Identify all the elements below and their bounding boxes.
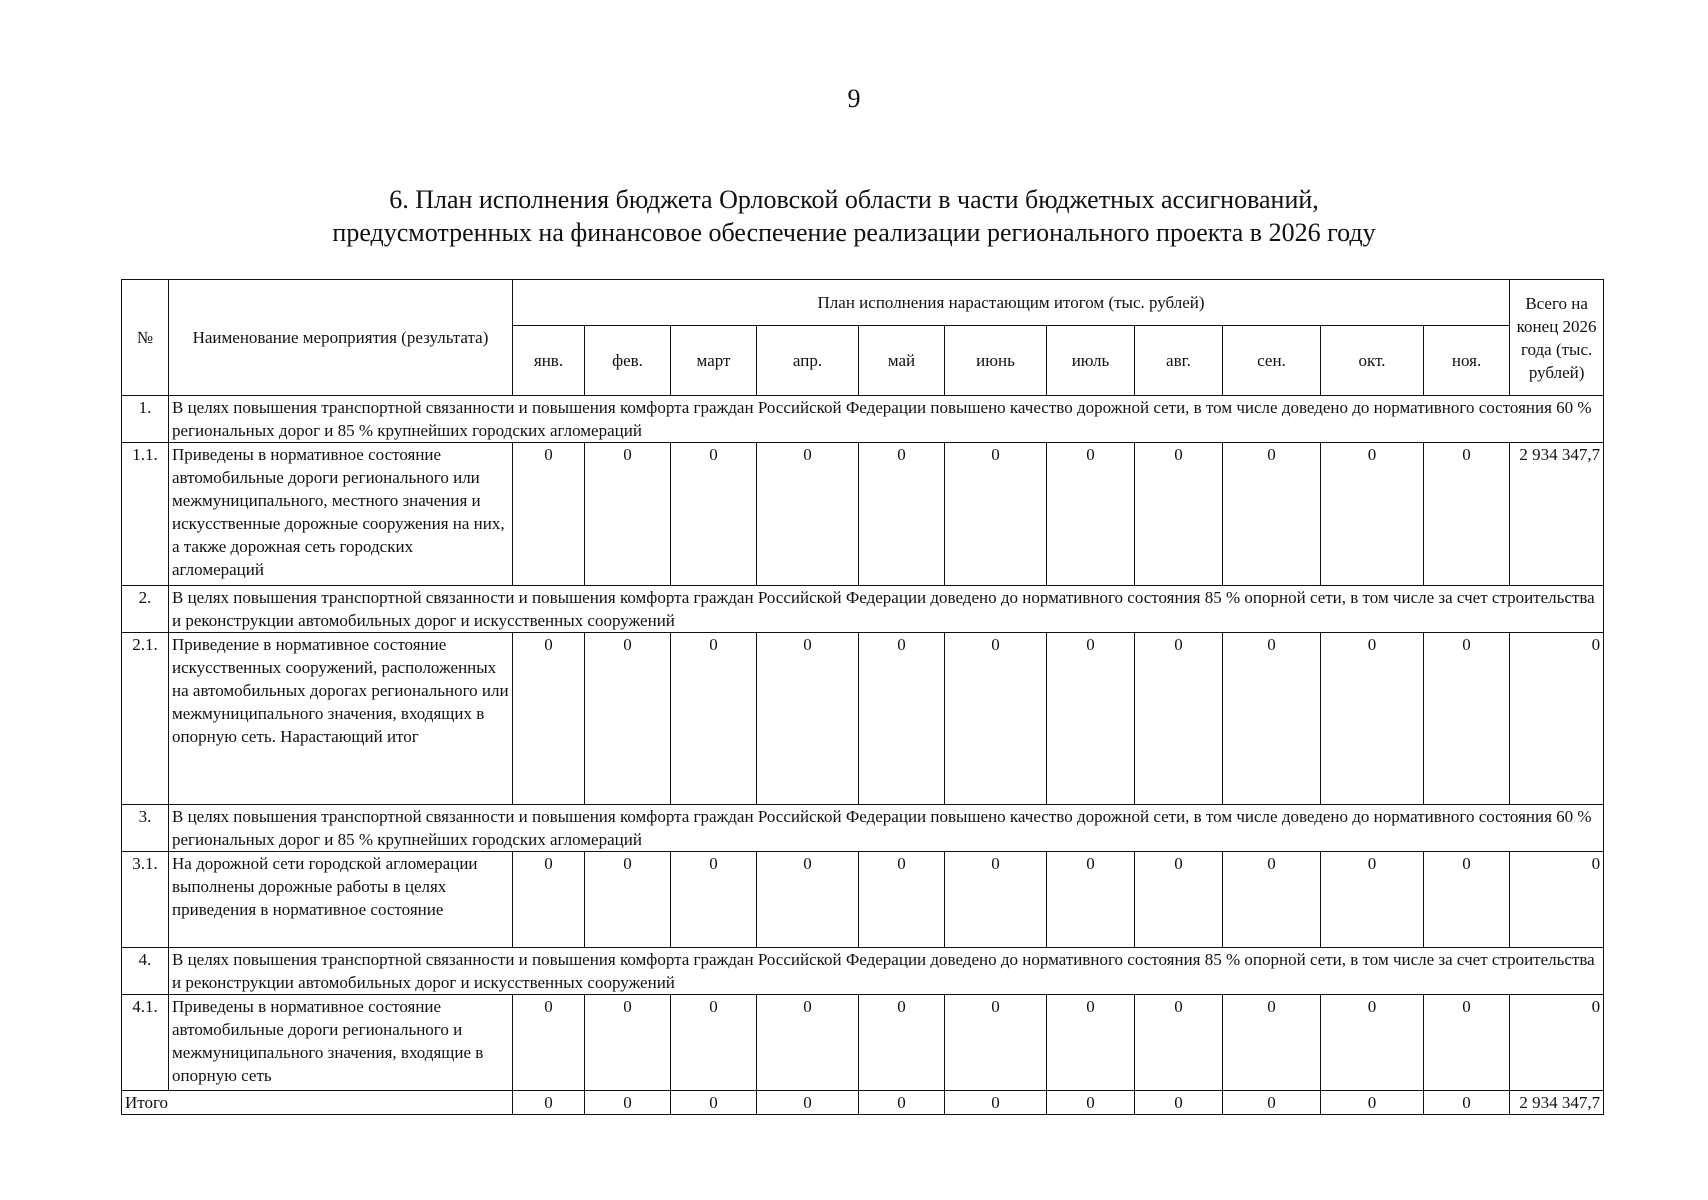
header-total: Всего на конец 2026 года (тыс. рублей) [1510, 280, 1604, 396]
total-month-value: 0 [585, 1091, 671, 1115]
month-value: 0 [1424, 995, 1510, 1091]
header-month: ноя. [1424, 326, 1510, 396]
month-value: 0 [1223, 633, 1321, 805]
table-row [122, 633, 1604, 805]
page-number: 9 [847, 84, 861, 113]
total-month-value: 0 [757, 1091, 859, 1115]
item-number: 4.1. [122, 995, 169, 1091]
section-row [122, 805, 1604, 852]
month-value: 0 [859, 852, 945, 948]
item-total: 2 934 347,7 [1510, 443, 1604, 586]
header-name: Наименование мероприятия (результата) [169, 280, 513, 396]
month-value: 0 [1223, 995, 1321, 1091]
month-value: 0 [1424, 633, 1510, 805]
month-value: 0 [1321, 852, 1424, 948]
title-line-1: 6. План исполнения бюджета Орловской области в части бюджетных ассигнований, [389, 185, 1319, 214]
item-total: 0 [1510, 633, 1604, 805]
section-row [122, 586, 1604, 633]
document-title [0, 183, 1708, 249]
month-value: 0 [671, 633, 757, 805]
total-month-value: 0 [859, 1091, 945, 1115]
month-value: 0 [1047, 633, 1135, 805]
month-value: 0 [671, 443, 757, 586]
month-value: 0 [1135, 633, 1223, 805]
section-number: 3. [122, 805, 169, 852]
month-value: 0 [1223, 443, 1321, 586]
month-value: 0 [671, 852, 757, 948]
month-value: 0 [1135, 995, 1223, 1091]
month-value: 0 [1321, 995, 1424, 1091]
section-number: 4. [122, 948, 169, 995]
month-value: 0 [757, 633, 859, 805]
item-name: Приведены в нормативное состояние автомобильные дороги регионального или межмуниципального, местного значения и искусственные дорожные сооружения на них, а также дорожная сеть городских агломераций [169, 443, 513, 586]
item-number: 3.1. [122, 852, 169, 948]
month-value: 0 [513, 995, 585, 1091]
month-value: 0 [945, 443, 1047, 586]
header-number: № [122, 280, 169, 396]
month-value: 0 [1135, 443, 1223, 586]
section-row [122, 948, 1604, 995]
month-value: 0 [859, 633, 945, 805]
section-text: В целях повышения транспортной связанности и повышения комфорта граждан Российской Федерации повышено качество дорожной сети, в том числе доведено до нормативного состояния 60 % региональных дорог и 85 % крупнейших городских агломераций [169, 396, 1604, 443]
item-number: 1.1. [122, 443, 169, 586]
month-value: 0 [859, 443, 945, 586]
month-value: 0 [1047, 995, 1135, 1091]
table-row [122, 852, 1604, 948]
total-month-value: 0 [671, 1091, 757, 1115]
section-text: В целях повышения транспортной связанности и повышения комфорта граждан Российской Федерации доведено до нормативного состояния 85 % опорной сети, в том числе за счет строительства и реконструкции автомобильных дорог и искусственных сооружений [169, 586, 1604, 633]
item-name: На дорожной сети городской агломерации выполнены дорожные работы в целях приведения в нормативное состояние [169, 852, 513, 948]
total-label: Итого [122, 1091, 513, 1115]
month-value: 0 [513, 443, 585, 586]
month-value: 0 [585, 995, 671, 1091]
month-value: 0 [1047, 852, 1135, 948]
month-value: 0 [945, 852, 1047, 948]
section-text: В целях повышения транспортной связанности и повышения комфорта граждан Российской Федерации повышено качество дорожной сети, в том числе доведено до нормативного состояния 60 % региональных дорог и 85 % крупнейших городских агломераций [169, 805, 1604, 852]
month-value: 0 [1135, 852, 1223, 948]
item-name: Приведены в нормативное состояние автомобильные дороги регионального и межмуниципального значения, входящие в опорную сеть [169, 995, 513, 1091]
month-value: 0 [671, 995, 757, 1091]
item-name: Приведение в нормативное состояние искусственных сооружений, расположенных на автомобильных дорогах регионального или межмуниципального значения, входящих в опорную сеть. Нарастающий итог [169, 633, 513, 805]
total-month-value: 0 [1223, 1091, 1321, 1115]
budget-plan-table [121, 279, 1604, 1115]
total-row [122, 1091, 1604, 1115]
header-month: сен. [1223, 326, 1321, 396]
month-value: 0 [1223, 852, 1321, 948]
month-value: 0 [757, 852, 859, 948]
month-value: 0 [945, 633, 1047, 805]
month-value: 0 [1321, 633, 1424, 805]
header-month: май [859, 326, 945, 396]
header-month: окт. [1321, 326, 1424, 396]
title-line-2: предусмотренных на финансовое обеспечение реализации регионального проекта в 2026 году [332, 218, 1376, 247]
month-value: 0 [585, 633, 671, 805]
header-month: фев. [585, 326, 671, 396]
item-total: 0 [1510, 852, 1604, 948]
month-value: 0 [1424, 443, 1510, 586]
section-row [122, 396, 1604, 443]
total-month-value: 0 [945, 1091, 1047, 1115]
header-month: янв. [513, 326, 585, 396]
table-row [122, 443, 1604, 586]
month-value: 0 [513, 852, 585, 948]
month-value: 0 [513, 633, 585, 805]
header-month: авг. [1135, 326, 1223, 396]
total-month-value: 0 [1135, 1091, 1223, 1115]
month-value: 0 [585, 852, 671, 948]
total-month-value: 0 [513, 1091, 585, 1115]
header-plan-group: План исполнения нарастающим итогом (тыс. рублей) [513, 280, 1510, 326]
section-number: 2. [122, 586, 169, 633]
month-value: 0 [1424, 852, 1510, 948]
item-total: 0 [1510, 995, 1604, 1091]
header-month: июль [1047, 326, 1135, 396]
total-month-value: 0 [1424, 1091, 1510, 1115]
month-value: 0 [585, 443, 671, 586]
total-month-value: 0 [1047, 1091, 1135, 1115]
total-month-value: 0 [1321, 1091, 1424, 1115]
month-value: 0 [757, 995, 859, 1091]
header-month: июнь [945, 326, 1047, 396]
table-row [122, 995, 1604, 1091]
header-month: март [671, 326, 757, 396]
grand-total: 2 934 347,7 [1510, 1091, 1604, 1115]
month-value: 0 [945, 995, 1047, 1091]
section-text: В целях повышения транспортной связанности и повышения комфорта граждан Российской Федерации доведено до нормативного состояния 85 % опорной сети, в том числе за счет строительства и реконструкции автомобильных дорог и искусственных сооружений [169, 948, 1604, 995]
month-value: 0 [1321, 443, 1424, 586]
item-number: 2.1. [122, 633, 169, 805]
section-number: 1. [122, 396, 169, 443]
header-month: апр. [757, 326, 859, 396]
month-value: 0 [1047, 443, 1135, 586]
month-value: 0 [757, 443, 859, 586]
month-value: 0 [859, 995, 945, 1091]
